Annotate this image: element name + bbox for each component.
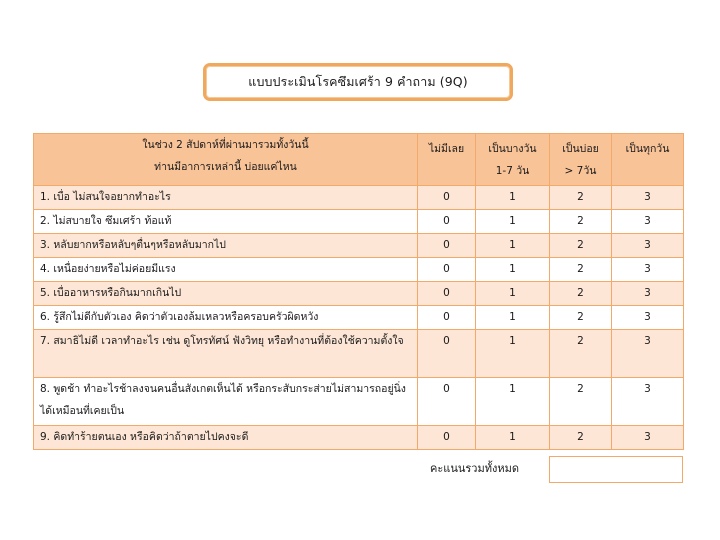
assessment-table [33,133,684,450]
score-cell: 3 [612,306,684,330]
question-cell: 9. คิดทำร้ายตนเอง หรือคิดว่าถ้าตายไปคงจะดี [34,426,418,450]
total-score-label: คะแนนรวมทั้งหมด [430,462,519,475]
column-header-sublabel: > 7วัน [564,165,597,177]
score-cell: 2 [550,258,612,282]
score-cell: 1 [476,306,550,330]
question-header [34,134,418,186]
score-cell: 1 [476,210,550,234]
total-score-box[interactable] [549,456,683,483]
score-cell: 2 [550,378,612,426]
score-cell: 1 [476,282,550,306]
score-cell: 1 [476,234,550,258]
question-header-line1: ในช่วง 2 สัปดาห์ที่ผ่านมารวมทั้งวันนี้ [142,139,309,151]
table-row [34,282,684,306]
question-cell: 7. สมาธิไม่ดี เวลาทำอะไร เช่น ดูโทรทัศน์ ฟังวิทยุ หรือทำงานที่ต้องใช้ความตั้งใจ [34,330,418,378]
column-header-every-day [612,134,684,186]
score-cell: 2 [550,330,612,378]
table-row [34,210,684,234]
score-cell: 2 [550,282,612,306]
score-cell: 0 [418,258,476,282]
score-cell: 0 [418,210,476,234]
score-cell: 0 [418,306,476,330]
column-header-often [550,134,612,186]
column-header-sublabel: 1-7 วัน [495,165,530,177]
table-header-row [34,134,684,186]
score-cell: 0 [418,330,476,378]
column-header-label: เป็นบางวัน [488,143,537,155]
score-cell: 1 [476,378,550,426]
table-row [34,258,684,282]
table-row [34,306,684,330]
score-cell: 3 [612,426,684,450]
score-cell: 0 [418,186,476,210]
score-cell: 2 [550,234,612,258]
column-header-sublabel [614,160,681,182]
column-header-label: เป็นบ่อย [562,143,599,155]
score-cell: 2 [550,186,612,210]
score-cell: 3 [612,378,684,426]
score-cell: 1 [476,258,550,282]
score-cell: 1 [476,426,550,450]
table-row [34,426,684,450]
score-cell: 3 [612,210,684,234]
score-cell: 3 [612,282,684,306]
score-cell: 3 [612,330,684,378]
table-row [34,186,684,210]
score-cell: 0 [418,234,476,258]
score-cell: 2 [550,210,612,234]
score-cell: 0 [418,282,476,306]
question-cell: 8. พูดช้า ทำอะไรช้าลงจนคนอื่นสังเกตเห็นได้ หรือกระสับกระส่ายไม่สามารถอยู่นิ่งได้เหมือนที่เคยเป็น [34,378,418,426]
score-cell: 2 [550,426,612,450]
title-box [203,63,513,101]
score-cell: 2 [550,306,612,330]
question-cell: 3. หลับยากหรือหลับๆตื่นๆหรือหลับมากไป [34,234,418,258]
score-cell: 0 [418,378,476,426]
score-cell: 1 [476,186,550,210]
score-cell: 1 [476,330,550,378]
table-row [34,378,684,426]
question-header-line2: ท่านมีอาการเหล่านี้ บ่อยแค่ไหน [154,161,297,173]
column-header-sublabel [420,160,473,182]
table-row [34,330,684,378]
column-header-some-days [476,134,550,186]
score-cell: 3 [612,234,684,258]
column-header-label: เป็นทุกวัน [625,143,670,155]
question-cell: 1. เบื่อ ไม่สนใจอยากทำอะไร [34,186,418,210]
column-header-label: ไม่มีเลย [428,143,465,155]
score-cell: 3 [612,258,684,282]
column-header-never [418,134,476,186]
page-title: แบบประเมินโรคซึมเศร้า 9 คำถาม (9Q) [248,74,468,89]
question-cell: 6. รู้สึกไม่ดีกับตัวเอง คิดว่าตัวเองล้มเหลวหรือครอบครัวผิดหวัง [34,306,418,330]
table-row [34,234,684,258]
question-cell: 5. เบื่ออาหารหรือกินมากเกินไป [34,282,418,306]
score-cell: 0 [418,426,476,450]
question-cell: 2. ไม่สบายใจ ซึมเศร้า ท้อแท้ [34,210,418,234]
score-cell: 3 [612,186,684,210]
question-cell: 4. เหนื่อยง่ายหรือไม่ค่อยมีแรง [34,258,418,282]
